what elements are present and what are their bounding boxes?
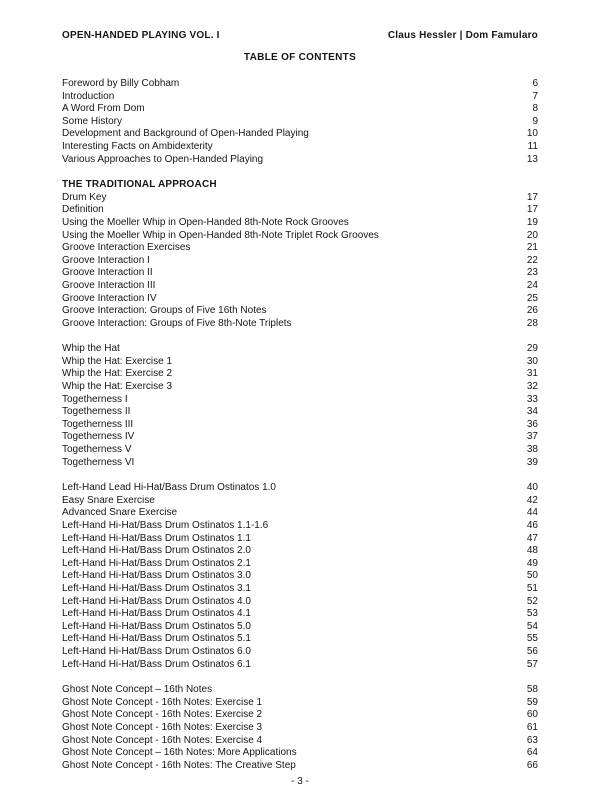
toc-entry-label: Ghost Note Concept - 16th Notes: The Creative Step — [62, 759, 296, 771]
toc-entry — [62, 747, 538, 760]
toc-entry-page: 47 — [526, 532, 538, 544]
toc-entry — [62, 267, 538, 280]
toc-entry-label: Ghost Note Concept – 16th Notes: More Applications — [62, 747, 297, 759]
toc-entry — [62, 394, 538, 407]
toc-entry — [62, 545, 538, 558]
toc-entry — [62, 558, 538, 571]
toc-entry — [62, 217, 538, 230]
toc-entry-label: Togetherness I — [62, 393, 128, 405]
page-header — [62, 30, 538, 41]
toc-entry — [62, 583, 538, 596]
toc-entry-label: Various Approaches to Open-Handed Playing — [62, 153, 264, 165]
toc-entry — [62, 444, 538, 457]
toc-entry-label: Ghost Note Concept - 16th Notes: Exercise 4 — [62, 734, 263, 746]
toc-entry-page: 28 — [526, 317, 538, 329]
toc-entry-label: Whip the Hat — [62, 343, 120, 355]
toc-entry-page: 60 — [526, 709, 538, 721]
toc-entry-label: Groove Interaction: Groups of Five 8th-Note Triplets — [62, 317, 292, 329]
toc-entry-label: Development and Background of Open-Handed Playing — [62, 128, 309, 140]
toc-entry — [62, 419, 538, 432]
toc-entry-label: A Word From Dom — [62, 103, 145, 115]
toc-entry-page: 36 — [526, 418, 538, 430]
toc-group — [62, 78, 538, 166]
toc-entry-label: Ghost Note Concept – 16th Notes — [62, 684, 213, 696]
toc-entry-label: Left-Hand Lead Hi-Hat/Bass Drum Ostinatos 1.0 — [62, 482, 276, 494]
toc-entry-page: 50 — [526, 570, 538, 582]
toc-entry-label: Left-Hand Hi-Hat/Bass Drum Ostinatos 2.0 — [62, 545, 251, 557]
toc-entry-label: Groove Interaction III — [62, 279, 156, 291]
toc-entry-label: Using the Moeller Whip in Open-Handed 8th-Note Triplet Rock Grooves — [62, 229, 379, 241]
toc-entry — [62, 697, 538, 710]
toc-entry — [62, 242, 538, 255]
toc-entry-page: 39 — [526, 456, 538, 468]
toc-entry-page: 61 — [526, 721, 538, 733]
toc-entry — [62, 570, 538, 583]
toc-entry-label: Using the Moeller Whip in Open-Handed 8th-Note Rock Grooves — [62, 216, 349, 228]
toc-list — [62, 78, 538, 772]
toc-entry-page: 46 — [526, 520, 538, 531]
toc-entry — [62, 116, 538, 129]
toc-entry-page: 56 — [526, 645, 538, 657]
toc-entry-page: 38 — [526, 444, 538, 456]
toc-entry — [62, 318, 538, 331]
toc-entry-label: Whip the Hat: Exercise 2 — [62, 368, 173, 380]
toc-entry-label: Groove Interaction I — [62, 254, 150, 266]
toc-entry — [62, 596, 538, 609]
toc-group — [62, 482, 538, 671]
toc-entry — [62, 621, 538, 634]
toc-entry-page: 23 — [526, 267, 538, 279]
toc-entry-label: Left-Hand Hi-Hat/Bass Drum Ostinatos 4.0 — [62, 595, 251, 607]
toc-entry-label: Groove Interaction IV — [62, 292, 157, 304]
toc-entry — [62, 141, 538, 154]
toc-entry-label: Groove Interaction II — [62, 267, 153, 279]
toc-entry-label: Togetherness II — [62, 406, 131, 418]
toc-entry-page: 44 — [526, 507, 538, 519]
toc-entry-page: 24 — [526, 279, 538, 291]
page-number: - 3 - — [291, 776, 309, 788]
toc-entry-label: Ghost Note Concept - 16th Notes: Exercise 2 — [62, 709, 263, 721]
toc-entry — [62, 343, 538, 356]
toc-entry — [62, 128, 538, 141]
toc-entry — [62, 204, 538, 217]
toc-entry-page: 40 — [526, 482, 538, 494]
toc-group — [62, 343, 538, 469]
toc-entry-label: Togetherness V — [62, 444, 132, 456]
toc-entry — [62, 722, 538, 735]
toc-group — [62, 684, 538, 772]
toc-entry-label: Advanced Snare Exercise — [62, 507, 178, 519]
toc-entry — [62, 356, 538, 369]
toc-entry-page: 21 — [526, 242, 538, 254]
toc-entry-label: Some History — [62, 115, 123, 127]
toc-entry-page: 19 — [526, 216, 538, 228]
toc-entry-page: 10 — [526, 128, 538, 140]
toc-entry-label: Left-Hand Hi-Hat/Bass Drum Ostinatos 6.0 — [62, 645, 251, 657]
toc-entry — [62, 305, 538, 318]
toc-entry-page: 20 — [526, 229, 538, 241]
toc-entry-page: 54 — [526, 620, 538, 632]
toc-entry — [62, 406, 538, 419]
toc-entry — [62, 495, 538, 508]
toc-entry-label: Togetherness VI — [62, 456, 135, 468]
toc-entry-page: 42 — [526, 494, 538, 506]
toc-entry-label: Interesting Facts on Ambidexterity — [62, 140, 213, 152]
toc-entry — [62, 255, 538, 268]
toc-entry-page: 63 — [526, 734, 538, 746]
toc-entry-label: Togetherness IV — [62, 431, 135, 443]
toc-entry — [62, 709, 538, 722]
toc-entry — [62, 293, 538, 306]
toc-entry-page: 8 — [532, 103, 538, 115]
toc-entry-label: Whip the Hat: Exercise 1 — [62, 355, 173, 367]
toc-entry-page: 31 — [526, 368, 538, 380]
toc-entry-page: 33 — [526, 393, 538, 405]
toc-entry-page: 17 — [526, 204, 538, 216]
toc-entry-label: Whip the Hat: Exercise 3 — [62, 381, 173, 393]
toc-entry-page: 25 — [526, 292, 538, 304]
toc-entry-page: 53 — [526, 608, 538, 620]
toc-entry-page: 37 — [526, 431, 538, 443]
toc-entry-page: 7 — [532, 90, 538, 102]
toc-entry-label: Left-Hand Hi-Hat/Bass Drum Ostinatos 5.1 — [62, 633, 251, 645]
toc-entry-page: 17 — [526, 191, 538, 203]
toc-entry-label: Introduction — [62, 90, 115, 102]
toc-entry — [62, 520, 538, 533]
page-title: TABLE OF CONTENTS — [243, 52, 357, 63]
toc-entry-label: Definition — [62, 204, 104, 216]
toc-entry-label: Ghost Note Concept - 16th Notes: Exercise 1 — [62, 696, 263, 708]
toc-entry-page: 52 — [526, 595, 538, 607]
toc-entry — [62, 760, 538, 773]
toc-group — [62, 179, 538, 330]
toc-entry-page: 26 — [526, 305, 538, 317]
toc-entry — [62, 154, 538, 167]
toc-entry — [62, 280, 538, 293]
toc-entry-page: 64 — [526, 747, 538, 759]
toc-entry — [62, 103, 538, 116]
book-title: OPEN-HANDED PLAYING VOL. I — [62, 30, 220, 41]
toc-entry-label: Easy Snare Exercise — [62, 494, 155, 506]
toc-entry-page: 48 — [526, 545, 538, 557]
toc-entry-page: 29 — [526, 343, 538, 355]
toc-entry-label: Groove Interaction Exercises — [62, 242, 191, 254]
toc-entry-page: 30 — [526, 355, 538, 367]
toc-entry-label: Togetherness III — [62, 418, 134, 430]
toc-entry-page: 49 — [526, 557, 538, 569]
toc-entry — [62, 78, 538, 91]
toc-entry — [62, 192, 538, 205]
toc-entry-label: Left-Hand Hi-Hat/Bass Drum Ostinatos 2.1 — [62, 557, 251, 569]
toc-entry-page: 66 — [526, 759, 538, 771]
authors: Claus Hessler | Dom Famularo — [387, 30, 538, 41]
toc-entry — [62, 368, 538, 381]
toc-entry — [62, 91, 538, 104]
toc-entry — [62, 381, 538, 394]
toc-entry — [62, 431, 538, 444]
toc-entry — [62, 230, 538, 243]
toc-entry — [62, 608, 538, 621]
toc-entry-page: 9 — [532, 115, 538, 127]
toc-entry — [62, 482, 538, 495]
toc-entry — [62, 457, 538, 470]
toc-entry — [62, 507, 538, 520]
toc-entry — [62, 533, 538, 546]
toc-entry-label: Left-Hand Hi-Hat/Bass Drum Ostinatos 1.1 — [62, 532, 251, 544]
toc-entry-page: 58 — [526, 684, 538, 696]
toc-entry-page: 32 — [526, 381, 538, 393]
toc-entry-label: Foreword by Billy Cobham — [62, 78, 180, 89]
toc-entry-page: 57 — [526, 658, 538, 670]
toc-entry-label: Left-Hand Hi-Hat/Bass Drum Ostinatos 3.1 — [62, 582, 251, 594]
toc-entry-page: 59 — [526, 696, 538, 708]
toc-entry — [62, 633, 538, 646]
toc-entry-label: Left-Hand Hi-Hat/Bass Drum Ostinatos 3.0 — [62, 570, 251, 582]
toc-entry — [62, 684, 538, 697]
toc-entry-label: Left-Hand Hi-Hat/Bass Drum Ostinatos 5.0 — [62, 620, 251, 632]
toc-entry — [62, 659, 538, 672]
toc-entry-label: Left-Hand Hi-Hat/Bass Drum Ostinatos 4.1 — [62, 608, 251, 620]
toc-entry-label: Ghost Note Concept - 16th Notes: Exercise 3 — [62, 721, 263, 733]
toc-entry — [62, 735, 538, 748]
toc-entry-label: Drum Key — [62, 191, 107, 203]
toc-entry-page: 6 — [532, 78, 538, 89]
section-heading: THE TRADITIONAL APPROACH — [62, 179, 217, 191]
toc-entry-page: 13 — [526, 153, 538, 165]
toc-entry-page: 34 — [526, 406, 538, 418]
toc-entry-label: Left-Hand Hi-Hat/Bass Drum Ostinatos 1.1-1.6 — [62, 520, 269, 531]
toc-entry-page: 55 — [526, 633, 538, 645]
toc-entry-page: 51 — [526, 582, 538, 594]
toc-entry-label: Groove Interaction: Groups of Five 16th Notes — [62, 305, 267, 317]
toc-entry-label: Left-Hand Hi-Hat/Bass Drum Ostinatos 6.1 — [62, 658, 251, 670]
toc-entry — [62, 646, 538, 659]
toc-entry-page: 22 — [526, 254, 538, 266]
toc-entry-page: 11 — [527, 140, 538, 152]
